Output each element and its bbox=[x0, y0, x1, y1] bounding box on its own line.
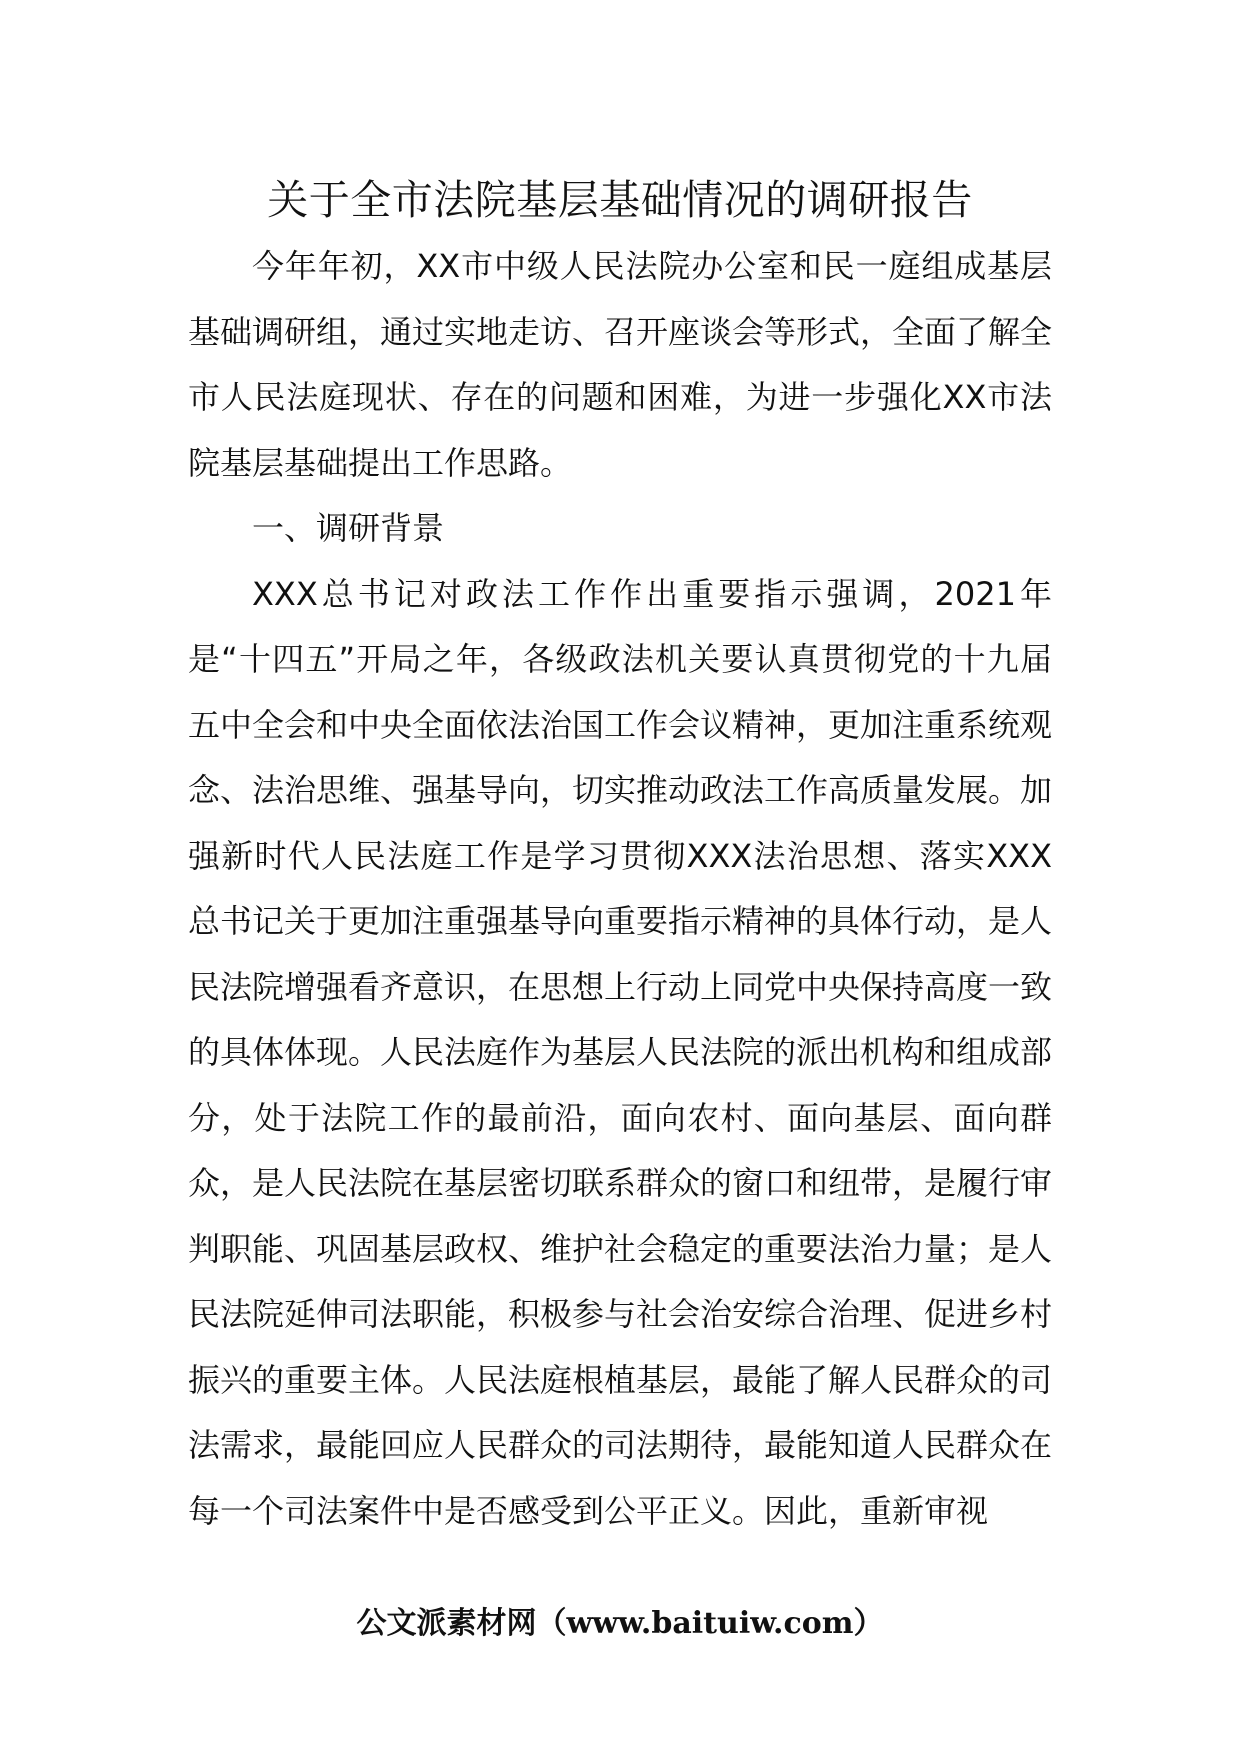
paragraph-intro: 今年年初，XX市中级人民法院办公室和民一庭组成基层基础调研组，通过实地走访、召开座谈会等形式，全面了解全市人民法庭现状、存在的问题和困难，为进一步强化XX市法院基层基础提出工作思路。 bbox=[188, 247, 1053, 482]
document-title: 关于全市法院基层基础情况的调研报告 bbox=[267, 176, 973, 224]
footer-watermark: 公文派素材网（www.baituiw.com） bbox=[356, 1606, 884, 1641]
section-heading: 一、调研背景 bbox=[252, 509, 445, 547]
document-body bbox=[188, 234, 1052, 1544]
paragraph-background: XXX总书记对政法工作作出重要指示强调，2021年是“十四五”开局之年，各级政法机关要认真贯彻党的十九届五中全会和中央全面依法治国工作会议精神，更加注重系统观念、法治思维、强基导向，切实推动政法工作高质量发展。加强新时代人民法庭工作是学习贯彻XXX法治思想、落实XXX总书记关于更加注重强基导向重要指示精神的具体行动，是人民法院增强看齐意识，在思想上行动上同党中央保持高度一致的具体体现。人民法庭作为基层人民法院的派出机构和组成部分，处于法院工作的最前沿，面向农村、面向基层、面向群众，是人民法院在基层密切联系群众的窗口和纽带，是履行审判职能、巩固基层政权、维护社会稳定的重要法治力量；是人民法院延伸司法职能，积极参与社会治安综合治理、促进乡村振兴的重要主体。人民法庭根植基层，最能了解人民群众的司法需求，最能回应人民群众的司法期待，最能知道人民群众在每一个司法案件中是否感受到公平正义。因此，重新审视 bbox=[188, 574, 1053, 1530]
